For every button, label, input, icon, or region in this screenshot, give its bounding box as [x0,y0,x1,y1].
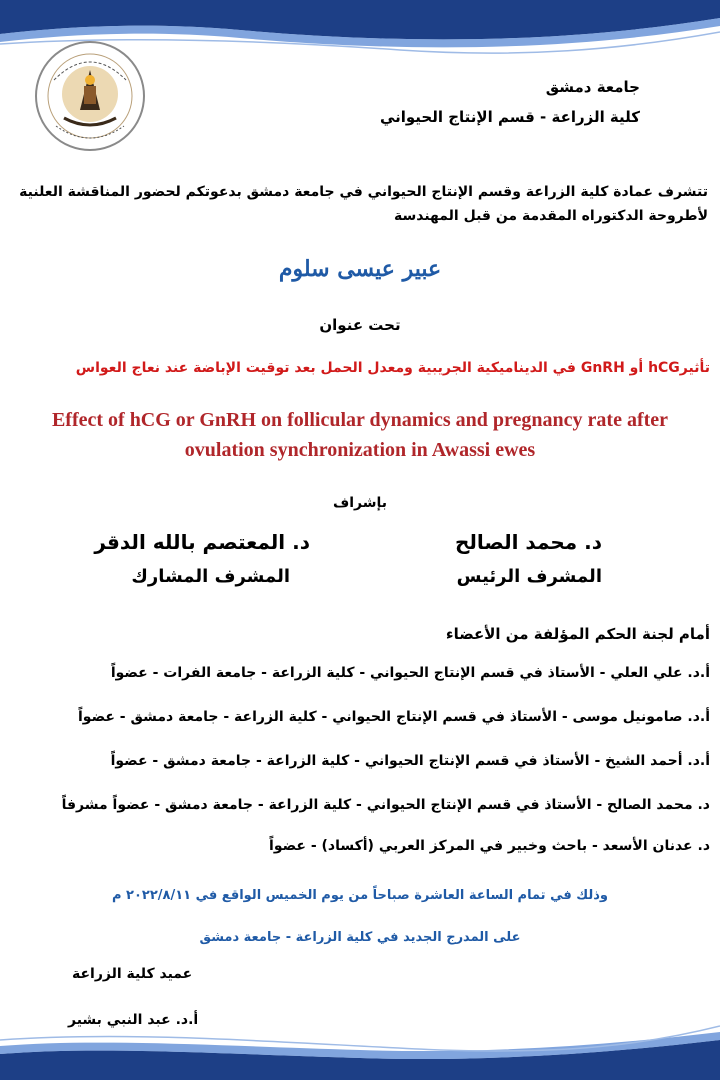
defense-location: على المدرج الجديد في كلية الزراعة - جامعة دمشق [199,930,521,945]
defense-date: وذلك في تمام الساعة العاشرة صباحاً من يوم الخميس الواقع في ٢٠٢٢/٨/١١ م [111,888,609,903]
dean-title: عميد كلية الزراعة [72,966,193,982]
candidate-name: عبير عيسى سلوم [278,256,442,282]
thesis-title-arabic: تأثيرhCG أو GnRH في الديناميكية الجريبية ومعدل الحمل بعد توقيت الإباضة عند نعاج العواس [75,360,710,376]
main-supervisor-name: د. محمد الصالح [454,530,602,554]
committee-label: أمام لجنة الحكم المؤلفة من الأعضاء [445,625,710,643]
thesis-title-english [0,405,720,465]
thesis-title-english-line1: Effect of hCG or GnRH on follicular dynamics and pregnancy rate after [51,409,669,431]
dean-name: أ.د. عبد النبي بشير [68,1012,199,1028]
co-supervisor-role: المشرف المشارك [131,566,290,587]
faculty-department: كلية الزراعة - قسم الإنتاج الحيواني [379,108,640,126]
thesis-title-english-line2: ovulation synchronization in Awassi ewes [184,439,536,461]
committee-member: د. محمد الصالح - الأستاذ في قسم الإنتاج الحيواني - كلية الزراعة - جامعة دمشق - عضواً مشرفاً [61,797,710,813]
invitation-text: تتشرف عمادة كلية الزراعة وقسم الإنتاج الحيواني في جامعة دمشق بدعوتكم لحضور المناقشة العلنية لأطروحة الدكتوراه المقدمة من قبل المهندسة [19,184,708,224]
committee-member: د. عدنان الأسعد - باحث وخبير في المركز العربي (أكساد) - عضواً [269,838,710,854]
committee-member: أ.د. علي العلي - الأستاذ في قسم الإنتاج الحيواني - كلية الزراعة - جامعة الفرات - عضواً [110,665,710,681]
damascus-university-logo [34,40,146,152]
supervision-label: بإشراف [332,495,388,511]
main-supervisor-role: المشرف الرئيس [456,566,602,587]
co-supervisor-name: د. المعتصم بالله الدقر [94,530,310,554]
committee-member: أ.د. أحمد الشيخ - الأستاذ في قسم الإنتاج الحيواني - كلية الزراعة - جامعة دمشق - عضواً [110,753,710,769]
university-name: جامعة دمشق [545,78,640,96]
under-title-label: تحت عنوان [319,316,401,334]
committee-member: أ.د. صامونيل موسى - الأستاذ في قسم الإنتاج الحيواني - كلية الزراعة - جامعة دمشق - عضواً [78,709,710,725]
